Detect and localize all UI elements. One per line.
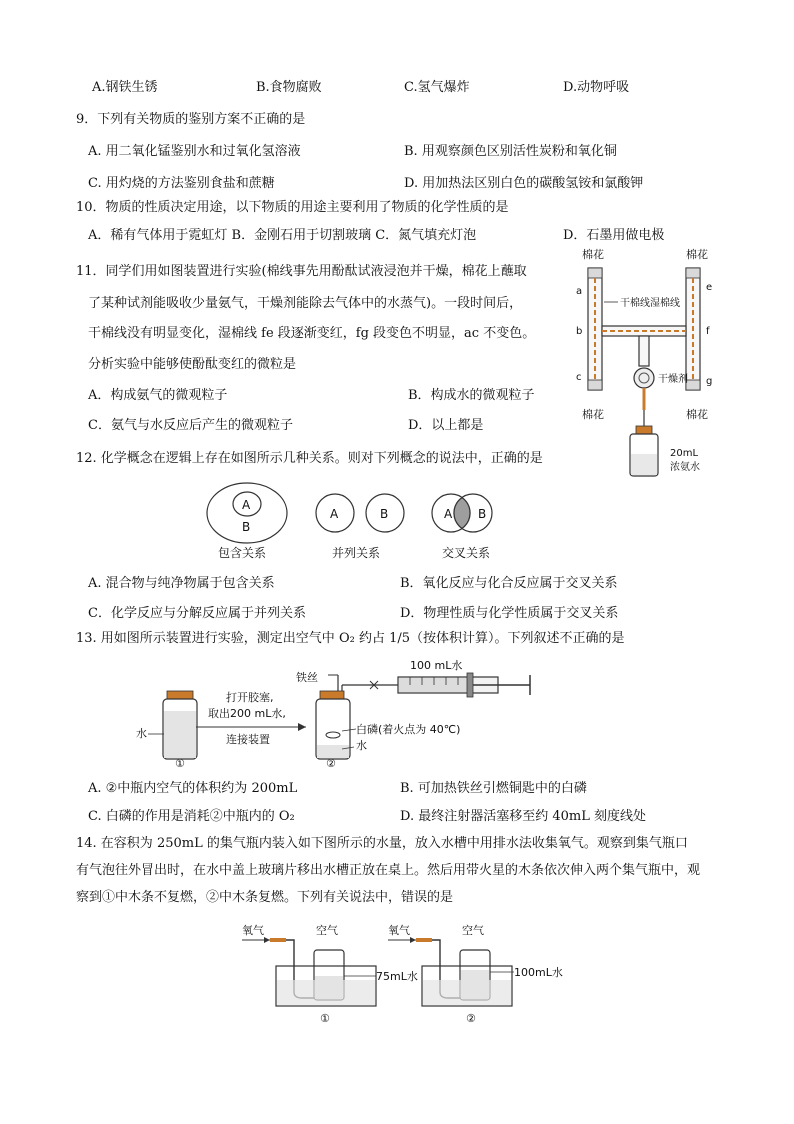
q11-option-d: D．以上都是: [408, 418, 484, 433]
q9-option-c: C. 用灼烧的方法鉴别食盐和蔗糖: [88, 176, 275, 191]
q11-line4: 分析实验中能够使酚酞变红的微粒是: [88, 357, 297, 372]
q9-option-b: B. 用观察颜色区别活性炭粉和氧化铜: [404, 144, 617, 159]
q13-option-d: D. 最终注射器活塞移至约 40mL 刻度线处: [400, 809, 646, 824]
fig-label-iron-wire: 铁丝: [296, 671, 318, 684]
fig-label-air-2: 空气: [462, 924, 484, 937]
fig-label-air-1: 空气: [316, 924, 338, 937]
fig-label-par-b: B: [380, 507, 389, 521]
fig-label-wet-thread: 湿棉线: [650, 298, 680, 309]
q8-option-c: C.氢气爆炸: [404, 80, 470, 95]
q8-option-d: D.动物呼吸: [563, 80, 630, 95]
fig-label-cross-b: B: [478, 507, 487, 521]
fig-label-remove-water: 取出200 mL水,: [208, 707, 286, 720]
fig-label-step-1: ①: [175, 757, 185, 770]
q11-option-a: A．构成氨气的微观粒子: [88, 388, 228, 403]
q11-option-b: B．构成水的微观粒子: [408, 388, 535, 403]
q11-line3: 干棉线没有明显变化，湿棉线 fe 段逐渐变红，fg 段变色不明显，ac 不变色。: [88, 326, 536, 341]
fig-label-e: e: [706, 282, 713, 293]
fig-label-cross: 交叉关系: [442, 546, 491, 560]
q12-option-a: A. 混合物与纯净物属于包含关系: [88, 576, 275, 591]
fig-label-oxygen-1: 氧气: [242, 924, 264, 937]
q11-line1: 11．同学们用如图装置进行实验(棉线事先用酚酞试液浸泡并干燥，棉花上蘸取: [76, 264, 527, 279]
q12-relation-diagram: [200, 475, 530, 565]
fig-label-open-stopper: 打开胶塞,: [226, 691, 274, 704]
q9-option-d: D. 用加热法区别白色的碳酸氢铵和氯酸钾: [404, 176, 644, 191]
fig-label-inclusion: 包含关系: [218, 546, 267, 560]
fig-label-step-2: ②: [326, 757, 336, 770]
fig-label-parallel: 并列关系: [332, 546, 381, 560]
fig-label-f: f: [706, 326, 710, 337]
fig-label-ammonia: 浓氨水: [670, 462, 700, 473]
fig-label-phosphorus: 白磷(着火点为 40℃): [356, 723, 461, 736]
fig-label-water-2: 水: [356, 739, 367, 752]
fig-label-oxygen-2: 氧气: [388, 924, 410, 937]
fig-label-cotton-tr: 棉花: [686, 248, 708, 261]
fig-label-inc-a: A: [242, 498, 251, 512]
q9-stem: 9．下列有关物质的鉴别方案不正确的是: [76, 112, 306, 127]
fig-label-75ml: 75mL水: [376, 970, 418, 983]
fig-label-cotton-br: 棉花: [686, 408, 708, 421]
q12-option-c: C．化学反应与分解反应属于并列关系: [88, 606, 306, 621]
q12-stem: 12. 化学概念在逻辑上存在如图所示几种关系。则对下列概念的说法中，正确的是: [76, 451, 543, 466]
q10-option-d: D．石墨用做电极: [563, 228, 665, 243]
fig-label-setup-1: ①: [320, 1012, 330, 1025]
fig-label-water: 水: [136, 727, 147, 740]
q13-option-a: A. ②中瓶内空气的体积约为 200mL: [88, 781, 298, 796]
q8-option-a: A.钢铁生锈: [92, 80, 158, 95]
q10-stem: 10．物质的性质决定用途，以下物质的用途主要利用了物质的化学性质的是: [76, 200, 509, 215]
fig-label-desiccant: 干燥剂: [658, 374, 688, 385]
fig-label-b: b: [576, 326, 583, 337]
q11-apparatus-figure: [570, 244, 720, 484]
q14-line1: 14. 在容积为 250mL 的集气瓶内装入如下图所示的水量，放入水槽中用排水法收集氧气。观察到集气瓶口: [76, 836, 688, 851]
fig-label-connect: 连接装置: [226, 733, 270, 746]
fig-label-setup-2: ②: [466, 1012, 476, 1025]
q9-option-a: A. 用二氧化锰鉴别水和过氧化氢溶液: [88, 144, 301, 159]
fig-label-dry-thread: 干棉线: [620, 298, 650, 309]
q13-apparatus-figure: [130, 655, 540, 770]
fig-label-inc-b: B: [242, 520, 251, 534]
fig-label-cotton-tl: 棉花: [582, 248, 604, 261]
q8-option-b: B.食物腐败: [256, 80, 322, 95]
fig-label-cotton-bl: 棉花: [582, 408, 604, 421]
q10-options-abc: A．稀有气体用于霓虹灯 B．金刚石用于切割玻璃 C．氮气填充灯泡: [88, 228, 477, 243]
q13-option-c: C. 白磷的作用是消耗②中瓶内的 O₂: [88, 809, 295, 824]
fig-label-cross-a: A: [444, 507, 453, 521]
q14-line3: 察到①中木条不复燃，②中木条复燃。下列有关说法中，错误的是: [76, 890, 454, 905]
q14-line2: 有气泡往外冒出时，在水中盖上玻璃片移出水槽正放在桌上。然后用带火星的木条依次伸入两个集气瓶中，观: [76, 863, 701, 878]
fig-label-syringe-water: 100 mL水: [410, 659, 463, 672]
q11-line2: 了某种试剂能吸收少量氨气，干燥剂能除去气体中的水蒸气)。一段时间后，: [88, 296, 523, 311]
q11-option-c: C．氨气与水反应后产生的微观粒子: [88, 418, 293, 433]
fig-label-par-a: A: [330, 507, 339, 521]
q12-option-d: D．物理性质与化学性质属于交叉关系: [400, 606, 619, 621]
q13-stem: 13. 用如图所示装置进行实验，测定出空气中 O₂ 约占 1/5（按体积计算）。下列叙述不正确的是: [76, 631, 625, 646]
fig-label-100ml: 100mL水: [514, 966, 563, 979]
fig-label-g: g: [706, 376, 713, 387]
fig-label-c: c: [576, 372, 582, 383]
fig-label-a: a: [576, 286, 583, 297]
q14-collection-figure: [236, 918, 576, 1030]
q13-option-b: B. 可加热铁丝引燃铜匙中的白磷: [400, 781, 587, 796]
fig-label-20ml: 20mL: [670, 448, 699, 459]
q12-option-b: B．氧化反应与化合反应属于交叉关系: [400, 576, 618, 591]
